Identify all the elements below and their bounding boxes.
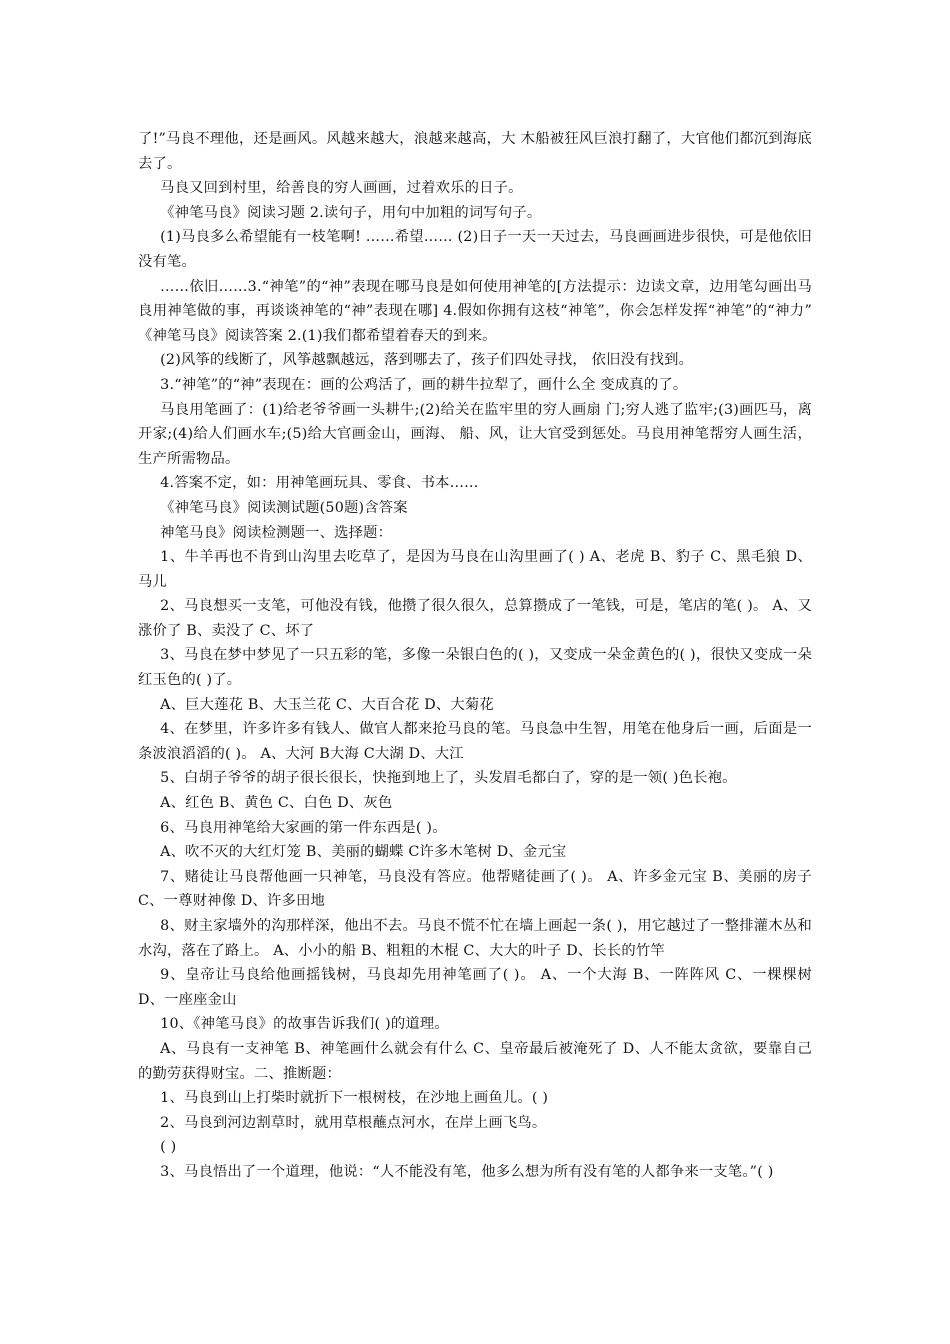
- answer-blank: ( ): [160, 1139, 177, 1156]
- question: 8、财主家墙外的沟那样深，他出不去。马良不慌不忙在墙上画起一条( )，用它越过了一整排灌木丛和水沟，落在了路上。 A、小小的船 B、粗粗的木棍 C、大大的叶子 D、长长的竹竿: [138, 918, 812, 959]
- answer-options: A、吹不灭的大红灯笼 B、美丽的蝴蝶 C许多木笔树 D、金元宝: [160, 844, 567, 861]
- paragraph: (1)马良多么希望能有一枝笔啊! ……希望…… (2)日子一天一天过去，马良画画进步很快，可是他依旧没有笔。: [138, 229, 812, 270]
- answer-options: A、巨大莲花 B、大玉兰花 C、大百合花 D、大菊花: [160, 696, 494, 713]
- question: 3、马良在梦中梦见了一只五彩的笔，多像一朵银白色的( )，又变成一朵金黄色的( )，很快又变成一朵红玉色的( )了。: [138, 647, 812, 689]
- paragraph: 马良又回到村里，给善良的穷人画画，过着欢乐的日子。: [160, 180, 523, 197]
- question: 4、在梦里，许多许多有钱人、做官人都来抢马良的笔。马良急中生智，用笔在他身后一画，后面是一条波浪滔滔的( )。 A、大河 B大海 C大湖 D、大江: [138, 721, 812, 762]
- paragraph: ……依旧……3.“神笔”的“神”表现在哪马良是如何使用神笔的[方法提示：边读文章，边用笔勾画出马良用神笔做的事，再谈谈神笔的“神”表现在哪] 4.假如你拥有这枝“神笔”，你会怎样发挥“神笔”的“神力” 《神笔马良》阅读答案 2.(1)我们都希望着春天的到来。: [138, 278, 812, 344]
- paragraph: 《神笔马良》阅读习题 2.读句子，用句中加粗的词写句子。: [160, 204, 542, 221]
- paragraph: 了!”马良不理他，还是画风。风越来越大，浪越来越高，大 木船被狂风巨浪打翻了，大官他们都沉到海底去了。: [138, 131, 812, 172]
- question: 9、皇帝让马良给他画摇钱树，马良却先用神笔画了( )。 A、一个大海 B、一阵阵风 C、一棵棵树 D、一座座金山: [138, 967, 812, 1008]
- question: 1、马良到山上打柴时就折下一根树枝，在沙地上画鱼儿。( ): [160, 1090, 549, 1107]
- question: 5、白胡子爷爷的胡子很长很长，快拖到地上了，头发眉毛都白了，穿的是一领( )色长袍。: [160, 770, 737, 787]
- question: 2、马良到河边割草时，就用草根蘸点河水，在岸上画飞鸟。: [160, 1114, 547, 1131]
- paragraph: (2)风筝的线断了，风筝越飘越远，落到哪去了，孩子们四处寻找， 依旧没有找到。: [160, 352, 694, 369]
- question: 6、马良用神笔给大家画的第一件东西是( )。: [160, 819, 447, 836]
- question: 2、马良想买一支笔，可他没有钱，他攒了很久很久，总算攒成了一笔钱，可是，笔店的笔( )。 A、又涨价了 B、卖没了 C、坏了: [138, 598, 812, 639]
- paragraph: 4.答案不定，如：用神笔画玩具、零食、书本……: [160, 475, 479, 492]
- question: 10、《神笔马良》的故事告诉我们( )的道理。: [160, 1016, 449, 1033]
- question: 1、牛羊再也不肯到山沟里去吃草了，是因为马良在山沟里画了( ) A、老虎 B、豹子 C、黑毛狼 D、马儿: [138, 549, 812, 590]
- question: 3、马良悟出了一个道理，他说：“人不能没有笔，他多么想为所有没有笔的人都争来一支笔。”( ): [160, 1163, 774, 1180]
- paragraph: 神笔马良》阅读检测题一、选择题：: [160, 524, 393, 541]
- paragraph: 3.“神笔”的“神”表现在：画的公鸡活了，画的耕牛拉犁了，画什么全 变成真的了。: [160, 376, 688, 393]
- document-page: [138, 127, 812, 1185]
- paragraph: 《神笔马良》阅读测试题(50题)含答案: [160, 499, 408, 516]
- question: 7、赌徒让马良帮他画一只神笔，马良没有答应。他帮赌徒画了( )。 A、许多金元宝 B、美丽的房子 C、一尊财神像 D、许多田地: [138, 868, 812, 910]
- paragraph: 马良用笔画了：(1)给老爷爷画一头耕牛;(2)给关在监牢里的穷人画扇 门;穷人逃了监牢;(3)画匹马，离开家;(4)给人们画水车;(5)给大官画金山，画海、 船、风，让大官受到惩处。马良用神笔帮穷人画生活，生产所需物品。: [138, 401, 812, 467]
- answer-options: A、红色 B、黄色 C、白色 D、灰色: [160, 795, 393, 812]
- answer-options: A、马良有一支神笔 B、神笔画什么就会有什么 C、皇帝最后被淹死了 D、人不能太贪欲，要靠自己的勤劳获得财宝。二、推断题：: [138, 1040, 812, 1082]
